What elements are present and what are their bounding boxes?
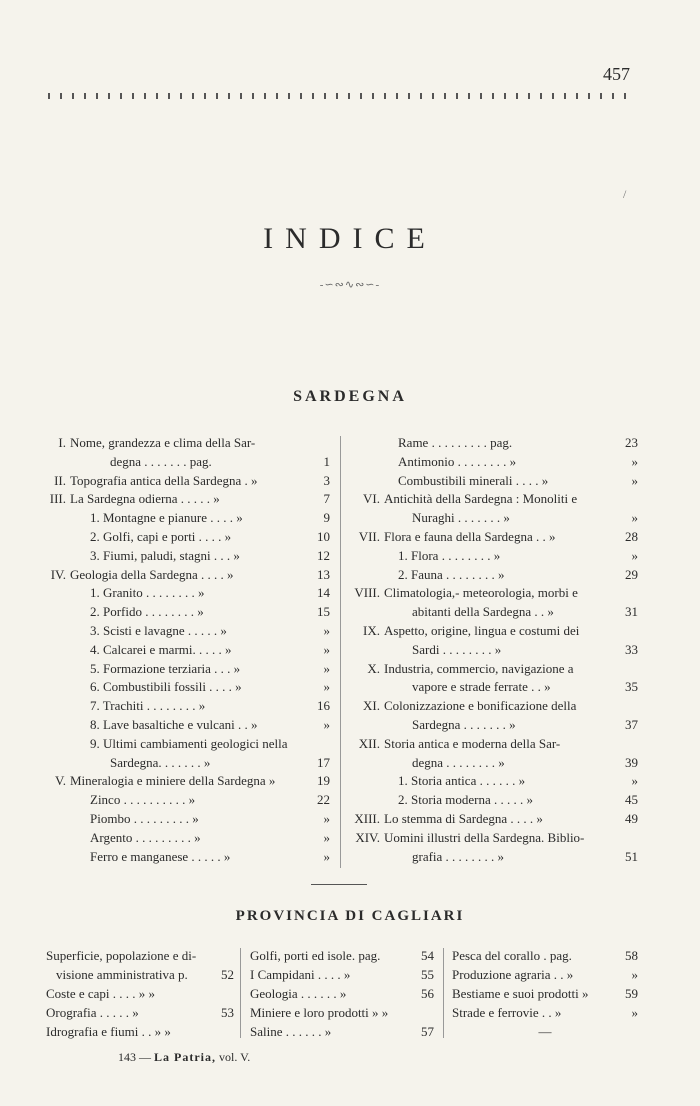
toc-entry-page: 39 <box>625 754 638 770</box>
toc-entry <box>40 848 330 867</box>
toc-entry-title: vapore e strade ferrate . . » <box>412 679 551 695</box>
toc-entry-page: 33 <box>625 641 638 657</box>
toc-entry-number: XIV. <box>355 829 380 845</box>
toc-entry <box>348 584 638 603</box>
toc-column-left <box>40 434 330 866</box>
toc-entry <box>348 547 638 566</box>
toc-entry-title: Golfi, porti ed isole. pag. <box>250 948 381 963</box>
toc-entry-title: Miniere e loro prodotti » » <box>250 1005 389 1020</box>
toc-entry <box>348 434 638 453</box>
toc-entry <box>348 472 638 491</box>
toc-entry-page: 31 <box>625 604 638 620</box>
toc-entry <box>40 735 330 754</box>
toc-entry-title: Produzione agraria . . » <box>452 967 574 982</box>
toc-entry <box>452 1003 638 1022</box>
toc-entry-title: — <box>538 1024 552 1039</box>
page-number: 457 <box>603 64 630 84</box>
toc-entry-title: visione amministrativa p. <box>56 967 188 982</box>
toc-column-right <box>348 434 638 866</box>
toc-entry-title: 2. Storia moderna . . . . . » <box>398 792 534 808</box>
toc-entry-title: Piombo . . . . . . . . . » <box>90 810 199 826</box>
toc-entry-title: I Campidani . . . . » <box>250 967 351 982</box>
toc-entry <box>46 965 234 984</box>
toc-entry-title: Flora e fauna della Sardegna . . » <box>384 528 556 544</box>
column-divider <box>443 948 444 1038</box>
toc-entry-title: Industria, commercio, navigazione a <box>384 660 574 676</box>
toc-entry-number: XIII. <box>354 810 380 826</box>
title-ornament: -∽∾∿∾∽- <box>319 279 381 291</box>
toc-entry <box>40 791 330 810</box>
toc-entry <box>40 829 330 848</box>
toc-entry-title: Lo stemma di Sardegna . . . . » <box>384 810 543 826</box>
toc-entry-title: Uomini illustri della Sardegna. Biblio- <box>384 829 585 845</box>
toc-entry <box>40 434 330 453</box>
toc-entry-title: 2. Porfido . . . . . . . . » <box>90 604 204 620</box>
toc-entry <box>348 810 638 829</box>
toc-entry-title: 1. Flora . . . . . . . . » <box>398 547 501 563</box>
toc-entry-page: 10 <box>317 528 330 544</box>
toc-entry-title: Pesca del corallo . pag. <box>452 948 572 963</box>
toc-entry-title: La Sardegna odierna . . . . . » <box>70 491 220 507</box>
toc-entry-title: Antimonio . . . . . . . . » <box>398 453 517 469</box>
toc-entry-title: grafia . . . . . . . . » <box>412 848 505 864</box>
toc-entry-page: 29 <box>625 566 638 582</box>
toc-entry-title: Orografia . . . . . » <box>46 1005 139 1020</box>
toc-entry <box>348 829 638 848</box>
toc-entry <box>250 946 434 965</box>
toc-entry-page: 35 <box>625 679 638 695</box>
toc-entry-page: 59 <box>625 986 638 1001</box>
toc-entry-page: » <box>323 829 330 845</box>
toc-entry-number: I. <box>58 435 66 450</box>
toc-entry-title: Geologia . . . . . . » <box>250 986 347 1001</box>
toc-entry-number: IX. <box>363 622 380 638</box>
toc-entry <box>348 603 638 622</box>
toc-entry-title: 7. Trachiti . . . . . . . . » <box>90 698 206 714</box>
toc-entry-title: 4. Calcarei e marmi. . . . . » <box>90 641 232 657</box>
toc-entry <box>40 754 330 773</box>
toc-entry-page: 55 <box>421 967 434 982</box>
toc-entry-page: » <box>631 773 638 789</box>
toc-entry-title: Idrografia e fiumi . . » » <box>46 1024 171 1039</box>
toc-entry-title: 9. Ultimi cambiamenti geologici nella <box>90 735 288 751</box>
footer-journal: La Patria, <box>154 1050 216 1064</box>
toc-entry-number: II. <box>54 472 66 488</box>
toc-entry-title: Antichità della Sardegna : Monoliti e <box>384 491 578 507</box>
toc-entry <box>348 678 638 697</box>
toc-entry <box>348 716 638 735</box>
toc-entry-title: Ferro e manganese . . . . . » <box>90 848 231 864</box>
toc-entry <box>250 1003 434 1022</box>
toc-entry-page: 53 <box>221 1005 234 1020</box>
toc-entry <box>348 622 638 641</box>
toc-entry <box>348 509 638 528</box>
toc-entry-page: » <box>631 1005 638 1020</box>
toc-entry <box>348 754 638 773</box>
toc-entry-page: » <box>323 848 330 864</box>
toc-entry-page: 15 <box>317 604 330 620</box>
toc-entry-title: Combustibili minerali . . . . » <box>398 472 549 488</box>
toc-entry-title: Geologia della Sardegna . . . . » <box>70 566 234 582</box>
toc-entry-number: III. <box>49 491 66 507</box>
toc-entry-number: VII. <box>358 528 380 544</box>
toc-entry-page: » <box>631 967 638 982</box>
toc-entry-page: 23 <box>625 435 638 450</box>
toc-entry-page: » <box>323 716 330 732</box>
toc-entry-page: » <box>323 641 330 657</box>
toc-entry <box>46 984 234 1003</box>
toc-entry-page: 3 <box>323 472 330 488</box>
toc-entry-title: 5. Formazione terziaria . . . » <box>90 660 241 676</box>
toc-entry <box>40 528 330 547</box>
toc-entry-page: 7 <box>323 491 330 507</box>
toc-entry <box>40 810 330 829</box>
toc-entry-title: Sardi . . . . . . . . » <box>412 641 502 657</box>
toc-entry-page: » <box>323 622 330 638</box>
toc-entry-title: 1. Montagne e pianure . . . . » <box>90 510 243 526</box>
toc-entry <box>348 490 638 509</box>
toc-entry <box>40 660 330 679</box>
toc-entry <box>40 472 330 491</box>
toc-entry <box>40 716 330 735</box>
column-divider <box>240 948 241 1038</box>
toc-entry-page: 14 <box>317 585 330 601</box>
toc-entry-title: Storia antica e moderna della Sar- <box>384 735 561 751</box>
toc-entry-number: XI. <box>363 698 380 714</box>
toc-entry <box>452 965 638 984</box>
toc-entry <box>348 566 638 585</box>
toc-entry-number: VI. <box>363 491 380 507</box>
toc-entry <box>40 547 330 566</box>
toc-entry <box>46 1022 234 1041</box>
toc-entry <box>40 772 330 791</box>
toc-entry-page: » <box>323 679 330 695</box>
toc-entry-page: 51 <box>625 848 638 864</box>
toc-entry <box>46 946 234 965</box>
cagliari-column-1 <box>46 946 234 1041</box>
toc-entry-page: » <box>631 453 638 469</box>
dotted-rule <box>48 93 630 99</box>
toc-entry <box>40 641 330 660</box>
corner-mark: / <box>623 187 627 201</box>
toc-entry-number: X. <box>367 660 380 676</box>
toc-entry-page: 37 <box>625 716 638 732</box>
toc-entry-page: 57 <box>421 1024 434 1039</box>
toc-entry-page: 49 <box>625 810 638 826</box>
cagliari-column-2 <box>250 946 434 1041</box>
toc-entry-page: 16 <box>317 698 330 714</box>
toc-entry <box>40 509 330 528</box>
toc-entry-page: » <box>631 472 638 488</box>
toc-entry-title: Argento . . . . . . . . . » <box>90 829 201 845</box>
toc-entry-title: Superficie, popolazione e di- <box>46 948 197 963</box>
toc-entry <box>46 1003 234 1022</box>
section-separator <box>311 884 367 885</box>
toc-entry-title: Saline . . . . . . » <box>250 1024 332 1039</box>
toc-entry-page: 28 <box>625 528 638 544</box>
toc-entry-number: XII. <box>358 735 380 751</box>
toc-entry-title: Bestiame e suoi prodotti » <box>452 986 589 1001</box>
toc-entry-page: 58 <box>625 948 638 963</box>
toc-entry-page: » <box>631 547 638 563</box>
toc-entry-title: 1. Storia antica . . . . . . » <box>398 773 526 789</box>
toc-entry <box>348 848 638 867</box>
toc-entry <box>348 735 638 754</box>
toc-entry <box>348 772 638 791</box>
toc-entry <box>348 528 638 547</box>
toc-entry-page: 54 <box>421 948 434 963</box>
toc-entry-title: degna . . . . . . . . » <box>412 754 505 770</box>
column-divider <box>340 436 341 868</box>
toc-entry <box>348 791 638 810</box>
toc-entry-page: 9 <box>323 510 330 526</box>
toc-entry-title: abitanti della Sardegna . . » <box>412 604 554 620</box>
toc-entry <box>40 678 330 697</box>
toc-entry-title: 6. Combustibili fossili . . . . » <box>90 679 242 695</box>
toc-entry-title: Sardegna . . . . . . . » <box>412 716 516 732</box>
toc-entry <box>250 984 434 1003</box>
toc-entry-title: 3. Scisti e lavagne . . . . . » <box>90 622 227 638</box>
toc-entry <box>452 984 638 1003</box>
toc-entry-title: 8. Lave basaltiche e vulcani . . » <box>90 716 258 732</box>
toc-entry <box>40 697 330 716</box>
page-title: INDICE <box>263 222 437 255</box>
toc-entry <box>40 584 330 603</box>
toc-entry-title: 3. Fiumi, paludi, stagni . . . » <box>90 547 240 563</box>
section-title-cagliari: PROVINCIA DI CAGLIARI <box>235 908 465 924</box>
toc-entry-page: 13 <box>317 566 330 582</box>
toc-entry-title: 2. Fauna . . . . . . . . » <box>398 566 505 582</box>
toc-entry-number: VIII. <box>354 585 380 601</box>
toc-entry-title: Mineralogia e miniere della Sardegna » <box>70 773 276 789</box>
toc-entry <box>348 697 638 716</box>
toc-entry-page: 12 <box>317 547 330 563</box>
toc-entry-page: 17 <box>317 754 330 770</box>
toc-entry-title: degna . . . . . . . pag. <box>110 453 212 469</box>
toc-entry-page: » <box>323 660 330 676</box>
toc-entry <box>40 566 330 585</box>
toc-entry-title: Rame . . . . . . . . . pag. <box>398 435 513 450</box>
toc-entry <box>452 946 638 965</box>
toc-entry <box>348 660 638 679</box>
toc-entry <box>452 1022 638 1041</box>
toc-entry <box>250 965 434 984</box>
toc-entry-title: Aspetto, origine, lingua e costumi dei <box>384 622 580 638</box>
toc-entry <box>348 641 638 660</box>
toc-entry <box>40 453 330 472</box>
cagliari-column-3 <box>452 946 638 1041</box>
toc-entry-title: Colonizzazione e bonificazione della <box>384 698 577 714</box>
footer-volume: vol. V. <box>219 1050 251 1064</box>
toc-entry-page: 1 <box>323 453 330 469</box>
toc-entry <box>250 1022 434 1041</box>
footer-sig: 143 — <box>118 1050 151 1064</box>
toc-entry-page: » <box>323 810 330 826</box>
toc-entry <box>40 622 330 641</box>
toc-entry-title: Zinco . . . . . . . . . . » <box>90 792 196 808</box>
toc-entry-page: » <box>631 510 638 526</box>
toc-entry-page: 45 <box>625 792 638 808</box>
toc-entry-title: Sardegna. . . . . . . » <box>110 754 211 770</box>
toc-entry-page: 56 <box>421 986 434 1001</box>
toc-entry-number: V. <box>55 773 66 789</box>
toc-entry-title: Coste e capi . . . . » » <box>46 986 156 1001</box>
toc-entry <box>40 490 330 509</box>
toc-entry-title: 1. Granito . . . . . . . . » <box>90 585 205 601</box>
toc-entry-title: Nome, grandezza e clima della Sar- <box>70 435 256 450</box>
toc-entry-title: Nuraghi . . . . . . . » <box>412 510 510 526</box>
toc-entry-page: 19 <box>317 773 330 789</box>
toc-entry-title: 2. Golfi, capi e porti . . . . » <box>90 528 232 544</box>
toc-entry-number: IV. <box>50 566 66 582</box>
section-title-sardegna: SARDEGNA <box>293 388 407 405</box>
toc-entry <box>348 453 638 472</box>
toc-entry-title: Topografia antica della Sardegna . » <box>70 472 258 488</box>
toc-entry-title: Climatologia,- meteorologia, morbi e <box>384 585 578 601</box>
toc-entry <box>40 603 330 622</box>
toc-entry-page: 22 <box>317 792 330 808</box>
footer-signature <box>118 1050 250 1065</box>
toc-entry-title: Strade e ferrovie . . » <box>452 1005 562 1020</box>
toc-entry-page: 52 <box>221 967 234 982</box>
